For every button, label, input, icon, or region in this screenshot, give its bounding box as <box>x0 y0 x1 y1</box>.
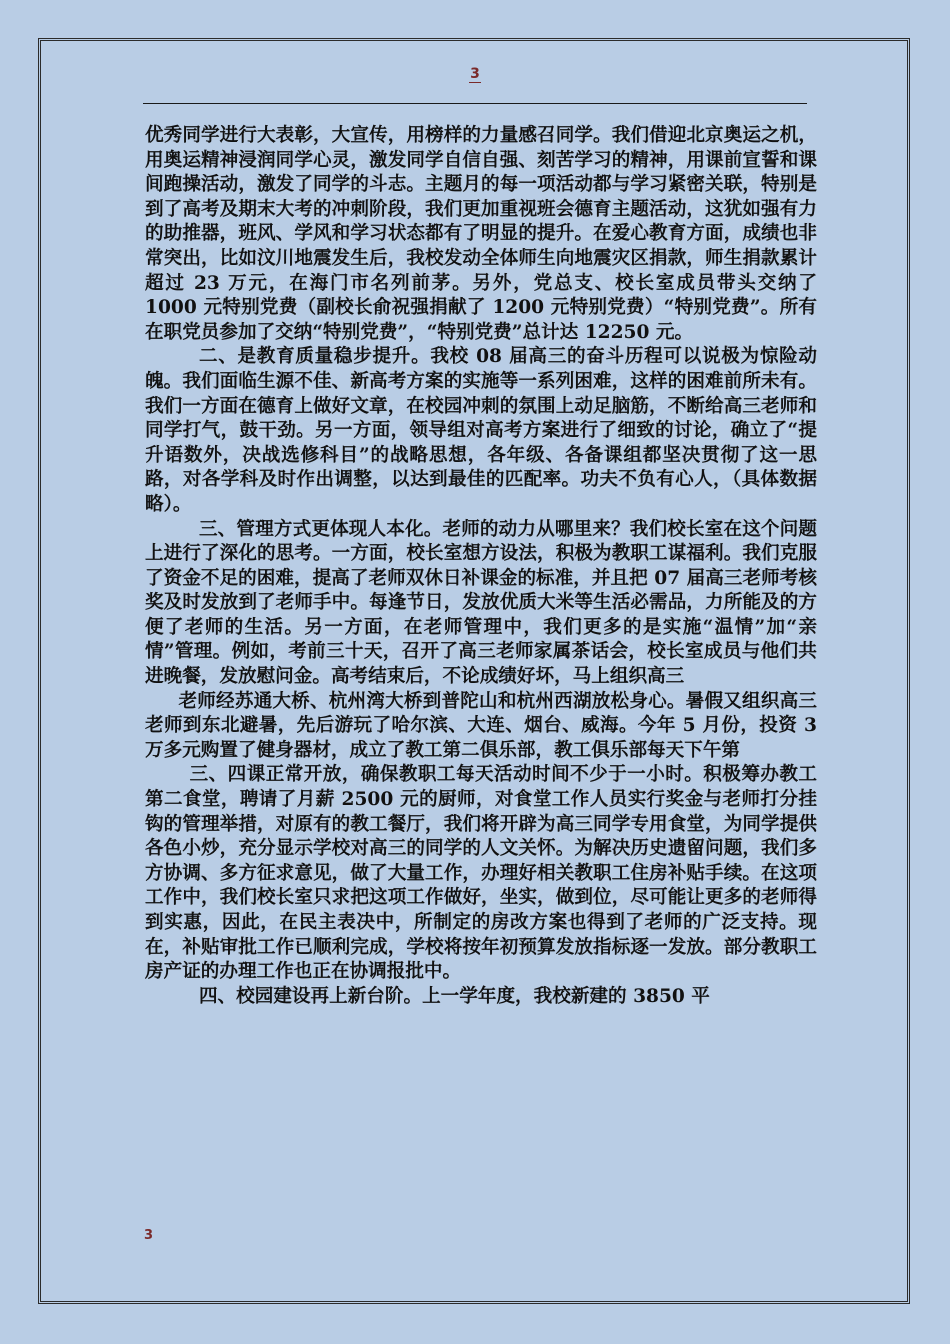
header-divider <box>143 103 807 104</box>
paragraph-1: 优秀同学进行大表彰，大宣传，用榜样的力量感召同学。我们借迎北京奥运之机，用奥运精神浸润同学心灵，激发同学自信自强、刻苦学习的精神，用课前宣誓和课间跑操活动，激发了同学的斗志。主题月的每一项活动都与学习紧密关联，特别是到了高考及期末大考的冲刺阶段，我们更加重视班会德育主题活动，这犹如强有力的助推器，班风、学风和学习状态都有了明显的提升。在爱心教育方面，成绩也非常突出，比如汶川地震发生后，我校发动全体师生向地震灾区捐款，师生捐款累计超过 23 万元，在海门市名列前茅。另外，党总支、校长室成员带头交纳了 1000 元特别党费（副校长俞祝强捐献了 1200 元特别党费）“特别党费”。所有在职党员参加了交纳“特别党费”，“特别党费”总计达 12250 元。 <box>145 125 817 343</box>
paragraph-4: 老师经苏通大桥、杭州湾大桥到普陀山和杭州西湖放松身心。暑假又组织高三老师到东北避暑，先后游玩了哈尔滨、大连、烟台、威海。今年 5 月份，投资 3 万多元购置了健身器材，成立了教工第二俱乐部，教工俱乐部每天下午第 <box>145 690 817 761</box>
footer-page-number: 3 <box>144 1228 154 1243</box>
paragraph-3: 三、管理方式更体现人本化。老师的动力从哪里来？我们校长室在这个问题上进行了深化的思考。一方面，校长室想方设法，积极为教职工谋福利。我们克服了资金不足的困难，提高了老师双休日补课金的标准，并且把 07 届高三老师考核奖及时发放到了老师手中。每逢节日，发放优质大米等生活必需品，力所能及的方便了老师的生活。另一方面，在老师管理中，我们更多的是实施“温情”加“亲情”管理。例如，考前三十天，召开了高三老师家属茶话会，校长室成员与他们共进晚餐，发放慰问金。高考结束后，不论成绩好坏，马上组织高三 <box>145 518 817 688</box>
paragraph-2: 二、是教育质量稳步提升。我校 08 届高三的奋斗历程可以说极为惊险动魄。我们面临生源不佳、新高考方案的实施等一系列困难，这样的困难前所未有。我们一方面在德育上做好文章，在校园冲刺的氛围上动足脑筋，不断给高三老师和同学打气，鼓干劲。另一方面，领导组对高考方案进行了细致的讨论，确立了“提升语数外，决战选修科目”的战略思想，各年级、各备课组都坚决贯彻了这一思路，对各学科及时作出调整，以达到最佳的匹配率。功夫不负有心人，（具体数据略）。 <box>145 346 817 515</box>
paragraph-6: 四、校园建设再上新台阶。上一学年度，我校新建的 3850 平 <box>198 985 710 1007</box>
header-page-number-text: 3 <box>470 66 480 82</box>
document-body <box>145 124 817 1009</box>
header-page-number <box>0 66 950 82</box>
paragraph-5: 三、四课正常开放，确保教职工每天活动时间不少于一小时。积极筹办教工第二食堂，聘请了月薪 2500 元的厨师，对食堂工作人员实行奖金与老师打分挂钩的管理举措，对原有的教工餐厅，我们将开辟为高三同学专用食堂，为同学提供各色小炒，充分显示学校对高三的同学的人文关怀。为解决历史遗留问题，我们多方协调、多方征求意见，做了大量工作，办理好相关教职工住房补贴手续。在这项工作中，我们校长室只求把这项工作做好，坐实，做到位，尽可能让更多的老师得到实惠，因此，在民主表决中，所制定的房改方案也得到了老师的广泛支持。现在，补贴审批工作已顺利完成，学校将按年初预算发放指标逐一发放。部分教职工房产证的办理工作也正在协调报批中。 <box>145 764 817 983</box>
